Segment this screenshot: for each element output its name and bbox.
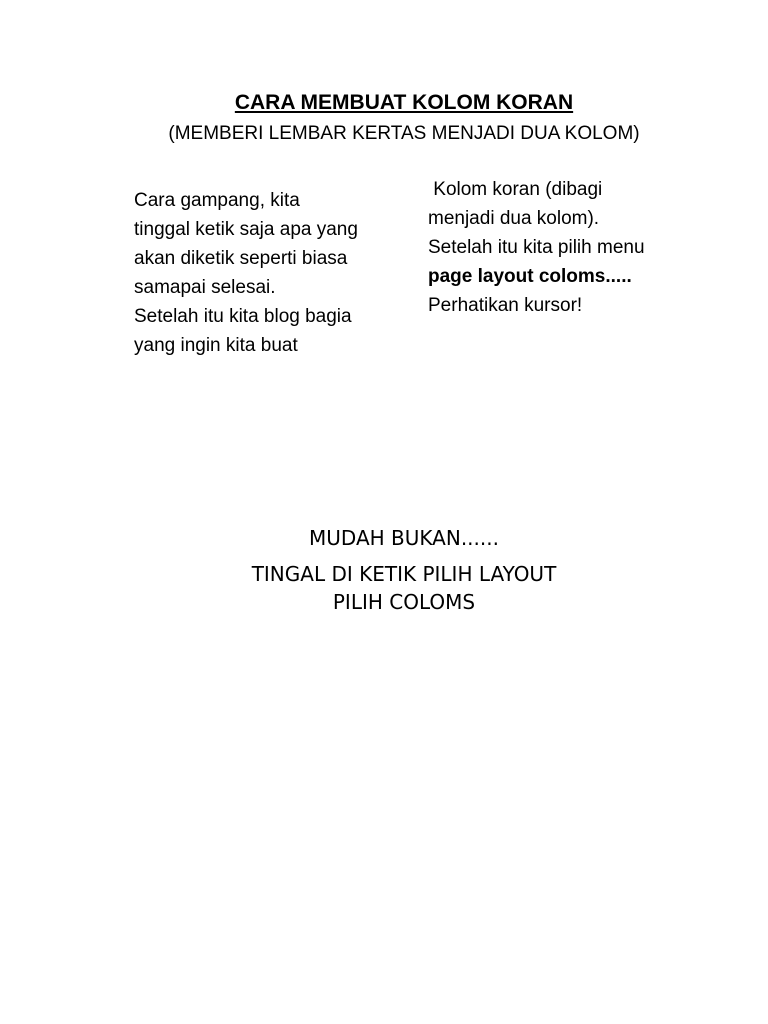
left-column-line: tinggal ketik saja apa yang <box>134 219 358 240</box>
document-title: CARA MEMBUAT KOLOM KORAN <box>234 91 574 114</box>
right-column-line: Perhatikan kursor! <box>428 295 583 316</box>
document-subtitle: (MEMBERI LEMBAR KERTAS MENJADI DUA KOLOM) <box>168 123 640 144</box>
left-column-line: Cara gampang, kita <box>134 190 300 211</box>
right-column-line: Setelah itu kita pilih menu <box>428 237 645 258</box>
left-column-line: samapai selesai. <box>134 277 276 298</box>
closing-line-2: TINGAL DI KETIK PILIH LAYOUT <box>251 562 557 586</box>
menu-path-text: page layout coloms..... <box>428 266 632 287</box>
right-column-line: menjadi dua kolom). <box>428 208 600 229</box>
right-column <box>428 175 698 320</box>
left-column-line: Setelah itu kita blog bagia <box>134 306 352 327</box>
left-column-line: yang ingin kita buat <box>134 335 298 356</box>
right-column-bold-line <box>428 262 698 291</box>
closing-line-1: MUDAH BUKAN...... <box>309 526 499 550</box>
closing-line-3: PILIH COLOMS <box>332 590 476 614</box>
right-column-line: Kolom koran (dibagi <box>428 179 603 200</box>
left-column-line: akan diketik seperti biasa <box>134 248 348 269</box>
left-column <box>134 186 394 360</box>
